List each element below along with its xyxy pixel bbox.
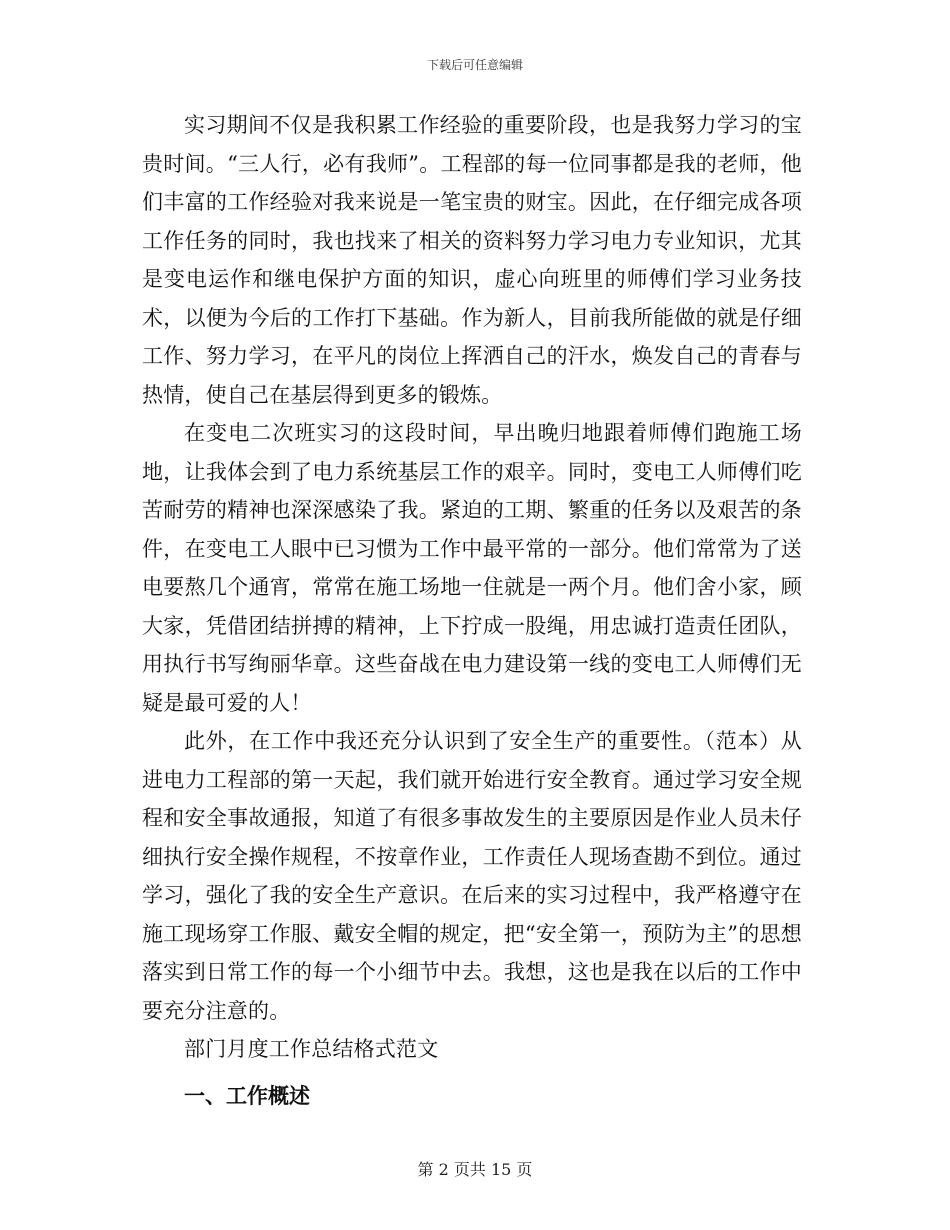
section-title: 部门月度工作总结格式范文	[184, 1037, 439, 1061]
section-heading: 一、工作概述	[184, 1083, 310, 1108]
paragraph-2: 在变电二次班实习的这段时间，早出晚归地跟着师傅们跑施工场地，让我体会到了电力系统基层工作的艰辛。同时，变电工人师傅们吃苦耐劳的精神也深深感染了我。紧迫的工期、繁重的任务以及艰苦的条件，在变电工人眼中已习惯为工作中最平常的一部分。他们常常为了送电要熬几个通宵，常常在施工场地一住就是一两个月。他们舍小家，顾大家，凭借团结拼搏的精神，上下拧成一股绳，用忠诚打造责任团队，用执行书写绚丽华章。这些奋战在电力建设第一线的变电工人师傅们无疑是最可爱的人！	[142, 421, 802, 715]
page-number: 第 2 页共 15 页	[417, 1160, 533, 1179]
document-body	[142, 106, 802, 1115]
paragraph-1: 实习期间不仅是我积累工作经验的重要阶段，也是我努力学习的宝贵时间。“三人行，必有我师”。工程部的每一位同事都是我的老师，他们丰富的工作经验对我来说是一笔宝贵的财宝。因此，在仔细完成各项工作任务的同时，我也找来了相关的资料努力学习电力专业知识，尤其是变电运作和继电保护方面的知识，虚心向班里的师傅们学习业务技术，以便为今后的工作打下基础。作为新人，目前我所能做的就是仔细工作、努力学习，在平凡的岗位上挥洒自己的汗水，焕发自己的青春与热情，使自己在基层得到更多的锻炼。	[142, 113, 802, 407]
paragraph-3: 此外，在工作中我还充分认识到了安全生产的重要性。（范本）从进电力工程部的第一天起，我们就开始进行安全教育。通过学习安全规程和安全事故通报，知道了有很多事故发生的主要原因是作业人员未仔细执行安全操作规程，不按章作业，工作责任人现场查勘不到位。通过学习，强化了我的安全生产意识。在后来的实习过程中，我严格遵守在施工现场穿工作服、戴安全帽的规定，把“安全第一，预防为主”的思想落实到日常工作的每一个小细节中去。我想，这也是我在以后的工作中要充分注意的。	[142, 729, 802, 1023]
header-note: 下载后可任意编辑	[426, 58, 523, 72]
